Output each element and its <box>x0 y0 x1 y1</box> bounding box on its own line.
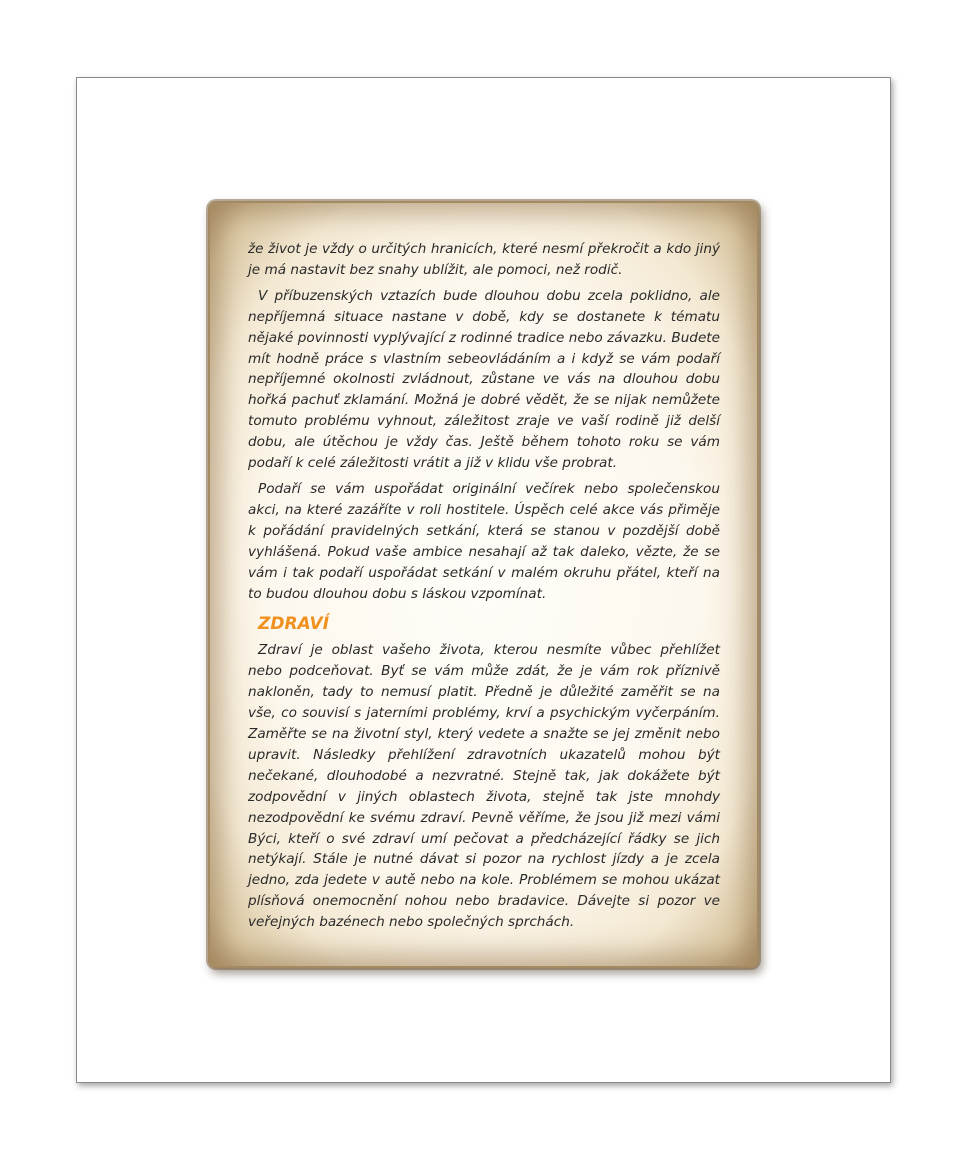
paragraph-party: Podaří se vám uspořádat originální večírek nebo společenskou akci, na které zazáříte v roli hostitele. Úspěch celé akce vás přiměje k pořádání pravidelných setkání, která se stanou v pozdější době vyhlášená. Pokud vaše ambice nesahají až tak daleko, vězte, že se vám i tak podaří uspořádat setkání v malém okruhu přátel, kteří na to budou dlouhou dobu s láskou vzpomínat. <box>248 480 720 602</box>
text-block <box>248 239 720 938</box>
paragraph-health: Zdraví je oblast vašeho života, kterou nesmíte vůbec přehlížet nebo podceňovat. Byť se vám může zdát, že je vám rok příznivě nakloněn, tady to nemusí platit. Předně je důležité zaměřit se na vše, co souvisí s jaterními problémy, krví a psychickým vyčerpáním. Zaměřte se na životní styl, který vedete a snažte se jej změnit nebo upravit. Následky přehlížení zdravotních ukazatelů mohou být nečekané, dlouhodobé a nezvratné. Stejně tak, jak dokážete být zodpovědní v jiných oblastech života, stejně tak jste mnohdy nezodpovědní ke svému zdraví. Pevně věříme, že jsou již mezi vámi Býci, kteří o své zdraví umí pečovat a předcházející řádky se jich netýkají. Stále je nutné dávat si pozor na rychlost jízdy a je zcela jedno, zda jedete v autě nebo na kole. Problémem se mohou ukázat plísňová onemocnění nohou nebo bradavice. Dávejte si pozor ve veřejných bazénech nebo společných sprchách. <box>248 642 720 931</box>
paragraph-family: V příbuzenských vztazích bude dlouhou dobu zcela poklidno, ale nepříjemná situace nastane v době, kdy se dostanete k tématu nějaké povinnosti vyplývající z rodinné tradice nebo závazku. Budete mít hodně práce s vlastním sebeovládáním a i když se vám podaří nepříjemné okolnosti zvládnout, zůstane ve vás na dlouhou dobu hořká pachuť zklamání. Možná je dobré vědět, že se nijak nemůžete tomuto problému vyhnout, záležitost zraje ve vaší rodině již delší dobu, ale útěchou je vždy čas. Ještě během tohoto roku se vám podaří k celé záležitosti vrátit a již v klidu vše probrat. <box>248 287 720 472</box>
section-heading-health: ZDRAVÍ <box>258 614 330 635</box>
paragraph-continuation: že život je vždy o určitých hranicích, které nesmí překročit a kdo jiný je má nastavit bez snahy ublížit, ale pomoci, než rodič. <box>248 241 720 278</box>
